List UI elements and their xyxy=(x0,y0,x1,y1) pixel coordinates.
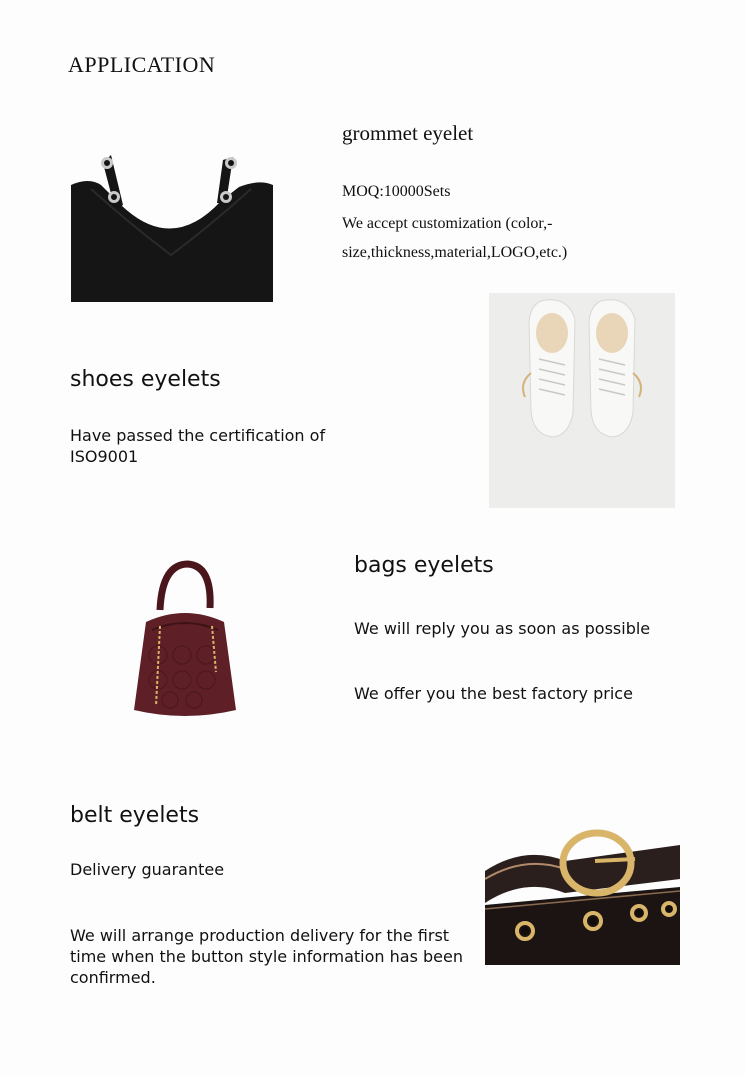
black-belt-image xyxy=(485,775,680,965)
shoes-description: Have passed the certification of ISO9001 xyxy=(70,426,326,466)
belt-description: We will arrange production delivery for the first time when the button style information has been confirmed. xyxy=(70,926,463,987)
shoes-eyelets-title: shoes eyelets xyxy=(70,367,221,392)
grommet-moq: MOQ:10000Sets xyxy=(342,183,451,200)
black-top-image xyxy=(71,105,273,302)
bags-reply-text: We will reply you as soon as possible xyxy=(354,619,651,638)
page-title: APPLICATION xyxy=(68,52,216,77)
white-sneakers-image xyxy=(489,293,675,508)
grommet-eyelet-title: grommet eyelet xyxy=(342,121,474,145)
burgundy-bucket-bag-image xyxy=(132,560,238,720)
belt-guarantee-text: Delivery guarantee xyxy=(70,860,225,879)
bags-eyelets-title: bags eyelets xyxy=(354,553,494,578)
grommet-description: We accept customization (color,-size,thickness,material,LOGO,etc.) xyxy=(342,215,568,261)
belt-eyelets-title: belt eyelets xyxy=(70,803,200,828)
bags-price-text: We offer you the best factory price xyxy=(354,684,633,703)
